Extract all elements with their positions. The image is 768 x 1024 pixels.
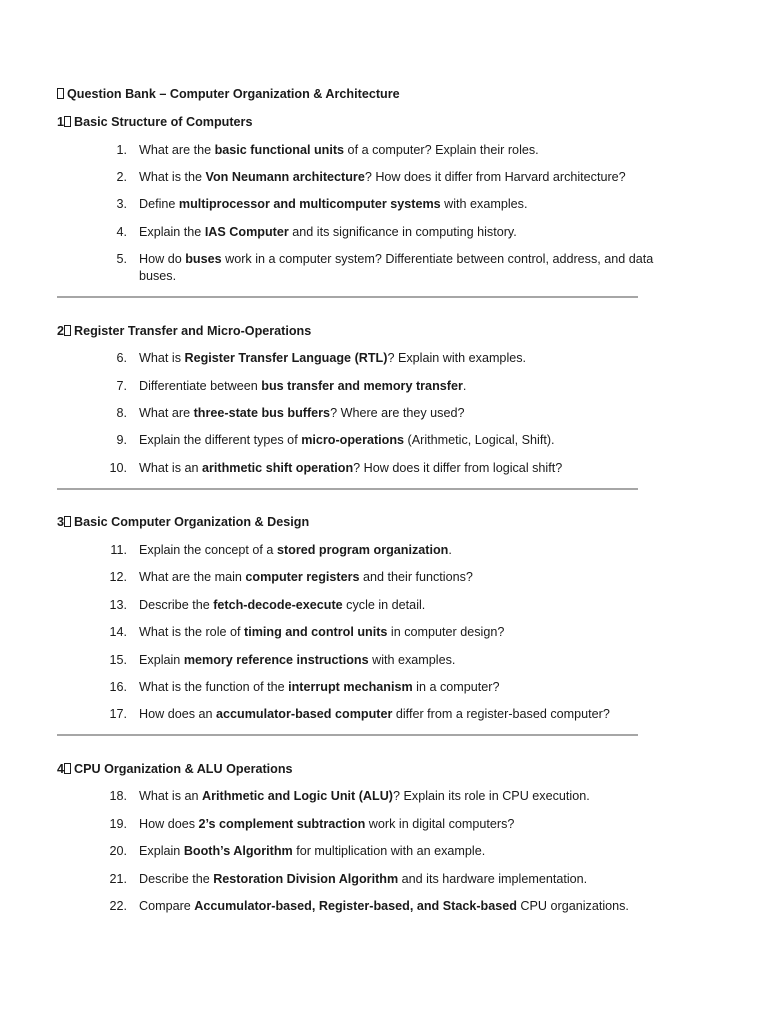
question-text-run: differ from a register-based computer? bbox=[392, 707, 610, 721]
question-text bbox=[139, 788, 688, 805]
question-text bbox=[139, 350, 688, 367]
section-heading-1 bbox=[57, 115, 252, 129]
question-item bbox=[108, 679, 688, 696]
question-number: 14. bbox=[109, 625, 127, 639]
question-keyword: multiprocessor and multicomputer systems bbox=[178, 197, 441, 211]
question-keyword: accumulator-based computer bbox=[216, 707, 393, 721]
question-item bbox=[108, 871, 688, 888]
question-keyword: interrupt mechanism bbox=[288, 680, 413, 694]
question-text bbox=[139, 432, 688, 449]
question-text-run: ? How does it differ from Harvard architecture? bbox=[364, 170, 626, 184]
question-text-run: for multiplication with an example. bbox=[292, 844, 486, 858]
question-text-run: Explain the bbox=[139, 225, 205, 239]
section-heading-2 bbox=[57, 324, 311, 338]
question-text-run: . bbox=[462, 379, 467, 393]
question-text bbox=[139, 142, 688, 159]
question-text-run: What is the bbox=[139, 170, 206, 184]
question-number: 2. bbox=[116, 170, 127, 184]
question-text-run: How do bbox=[139, 252, 186, 266]
document-title bbox=[57, 87, 400, 101]
section-title: Basic Structure of Computers bbox=[74, 115, 253, 129]
question-item bbox=[108, 542, 688, 559]
question-text-run: Differentiate between bbox=[139, 379, 262, 393]
question-keyword: timing and control units bbox=[244, 625, 388, 639]
question-keyword: memory reference instructions bbox=[183, 653, 369, 667]
question-text-run: CPU organizations. bbox=[516, 899, 629, 913]
question-text-run: of a computer? Explain their roles. bbox=[344, 143, 539, 157]
question-item bbox=[108, 624, 688, 641]
question-text-run: Explain bbox=[139, 844, 184, 858]
question-number: 15. bbox=[109, 653, 127, 667]
question-keyword: stored program organization bbox=[276, 543, 449, 557]
question-text-run: in computer design? bbox=[387, 625, 505, 639]
question-number: 17. bbox=[109, 707, 127, 721]
question-item bbox=[108, 251, 688, 285]
question-number: 6. bbox=[116, 351, 127, 365]
question-text-run: What are bbox=[139, 406, 194, 420]
question-text-run: ? Explain its role in CPU execution. bbox=[393, 789, 590, 803]
question-text bbox=[139, 378, 688, 395]
question-keyword: Accumulator-based, Register-based, and Stack-based bbox=[194, 899, 517, 913]
question-keyword: bus transfer and memory transfer bbox=[261, 379, 463, 393]
document-title-text: Question Bank – Computer Organization & Architecture bbox=[67, 87, 400, 101]
question-number: 7. bbox=[116, 379, 127, 393]
keycap-icon bbox=[64, 763, 71, 774]
question-text bbox=[139, 196, 688, 213]
question-text bbox=[139, 405, 688, 422]
question-number: 4. bbox=[116, 225, 127, 239]
question-text bbox=[139, 898, 688, 915]
question-text bbox=[139, 569, 688, 586]
section-divider bbox=[57, 488, 638, 490]
question-item bbox=[108, 432, 688, 449]
question-number: 5. bbox=[116, 252, 127, 266]
question-text bbox=[139, 871, 688, 888]
question-text bbox=[139, 624, 688, 641]
question-text bbox=[139, 460, 688, 477]
section-divider bbox=[57, 296, 638, 298]
question-text-run: with examples. bbox=[368, 653, 456, 667]
question-number: 9. bbox=[116, 433, 127, 447]
question-keyword: micro-operations bbox=[301, 433, 405, 447]
question-text-run: Explain the different types of bbox=[139, 433, 302, 447]
question-item bbox=[108, 706, 688, 723]
question-item bbox=[108, 350, 688, 367]
question-text-run: Compare bbox=[139, 899, 195, 913]
question-text bbox=[139, 597, 688, 614]
section-number: 3 bbox=[57, 515, 65, 529]
question-text-run: work in a computer system? Differentiate between control, address, and data buses. bbox=[139, 252, 654, 283]
section-number: 4 bbox=[57, 762, 65, 776]
question-text-run: in a computer? bbox=[412, 680, 500, 694]
question-item bbox=[108, 597, 688, 614]
question-text-run: What is an bbox=[139, 461, 202, 475]
question-keyword: Register Transfer Language (RTL) bbox=[184, 351, 388, 365]
question-number: 18. bbox=[109, 789, 127, 803]
question-text-run: with examples. bbox=[440, 197, 528, 211]
question-text-run: work in digital computers? bbox=[365, 817, 515, 831]
question-text-run: What are the bbox=[139, 143, 215, 157]
question-keyword: 2’s complement subtraction bbox=[198, 817, 366, 831]
question-text-run: Explain bbox=[139, 653, 184, 667]
question-item bbox=[108, 569, 688, 586]
question-item bbox=[108, 652, 688, 669]
question-item bbox=[108, 788, 688, 805]
question-text bbox=[139, 706, 688, 723]
question-number: 20. bbox=[109, 844, 127, 858]
question-item bbox=[108, 196, 688, 213]
question-text bbox=[139, 816, 688, 833]
section-heading-4 bbox=[57, 762, 293, 776]
question-item bbox=[108, 169, 688, 186]
question-text-run: What is the role of bbox=[139, 625, 244, 639]
question-text-run: . bbox=[448, 543, 452, 557]
question-text-run: ? How does it differ from logical shift? bbox=[353, 461, 563, 475]
question-text-run: Describe the bbox=[139, 598, 214, 612]
question-keyword: IAS Computer bbox=[204, 225, 289, 239]
question-number: 12. bbox=[109, 570, 127, 584]
question-text bbox=[139, 251, 688, 285]
question-number: 11. bbox=[110, 543, 127, 557]
question-text-run: What is an bbox=[139, 789, 202, 803]
question-number: 16. bbox=[109, 680, 127, 694]
question-keyword: fetch-decode-execute bbox=[213, 598, 343, 612]
section-title: Basic Computer Organization & Design bbox=[74, 515, 310, 529]
question-number: 10. bbox=[109, 461, 127, 475]
question-text bbox=[139, 652, 688, 669]
question-keyword: basic functional units bbox=[214, 143, 345, 157]
question-text-run: ? Where are they used? bbox=[330, 406, 465, 420]
question-text bbox=[139, 169, 688, 186]
book-icon bbox=[57, 88, 64, 99]
question-text bbox=[139, 843, 688, 860]
keycap-icon bbox=[64, 116, 71, 127]
question-text bbox=[139, 679, 688, 696]
section-number: 2 bbox=[57, 324, 65, 338]
question-text-run: Define bbox=[139, 197, 179, 211]
question-item bbox=[108, 224, 688, 241]
question-text-run: What is the function of the bbox=[139, 680, 289, 694]
question-number: 13. bbox=[109, 598, 127, 612]
question-text-run: What is bbox=[139, 351, 185, 365]
question-number: 21. bbox=[109, 872, 127, 886]
question-item bbox=[108, 142, 688, 159]
section-heading-3 bbox=[57, 515, 309, 529]
question-number: 19. bbox=[109, 817, 127, 831]
section-title: Register Transfer and Micro-Operations bbox=[74, 324, 312, 338]
question-item bbox=[108, 816, 688, 833]
question-item bbox=[108, 378, 688, 395]
question-text-run: cycle in detail. bbox=[342, 598, 426, 612]
question-text-run: What are the main bbox=[139, 570, 246, 584]
keycap-icon bbox=[64, 516, 71, 527]
section-number: 1 bbox=[57, 115, 65, 129]
question-number: 8. bbox=[116, 406, 127, 420]
question-text-run: (Arithmetic, Logical, Shift). bbox=[404, 433, 555, 447]
question-text-run: How does an bbox=[139, 707, 217, 721]
section-title: CPU Organization & ALU Operations bbox=[74, 762, 293, 776]
section-divider bbox=[57, 734, 638, 736]
question-keyword: arithmetic shift operation bbox=[202, 461, 354, 475]
question-item bbox=[108, 405, 688, 422]
question-number: 1. bbox=[116, 143, 127, 157]
question-item bbox=[108, 843, 688, 860]
question-keyword: buses bbox=[185, 252, 222, 266]
question-text bbox=[139, 224, 688, 241]
question-item bbox=[108, 898, 688, 915]
question-keyword: three-state bus buffers bbox=[193, 406, 331, 420]
question-text-run: ? Explain with examples. bbox=[387, 351, 527, 365]
question-keyword: Booth’s Algorithm bbox=[183, 844, 293, 858]
keycap-icon bbox=[64, 325, 71, 336]
question-keyword: Arithmetic and Logic Unit (ALU) bbox=[202, 789, 393, 803]
question-keyword: computer registers bbox=[245, 570, 360, 584]
question-keyword: Von Neumann architecture bbox=[205, 170, 365, 184]
question-text-run: Describe the bbox=[139, 872, 214, 886]
question-text-run: Explain the concept of a bbox=[139, 543, 277, 557]
question-number: 3. bbox=[116, 197, 127, 211]
question-item bbox=[108, 460, 688, 477]
question-text-run: and its significance in computing history. bbox=[288, 225, 517, 239]
question-keyword: Restoration Division Algorithm bbox=[213, 872, 399, 886]
question-number: 22. bbox=[109, 899, 127, 913]
question-text-run: How does bbox=[139, 817, 199, 831]
question-text-run: and their functions? bbox=[359, 570, 473, 584]
question-text bbox=[139, 542, 688, 559]
question-text-run: and its hardware implementation. bbox=[398, 872, 588, 886]
